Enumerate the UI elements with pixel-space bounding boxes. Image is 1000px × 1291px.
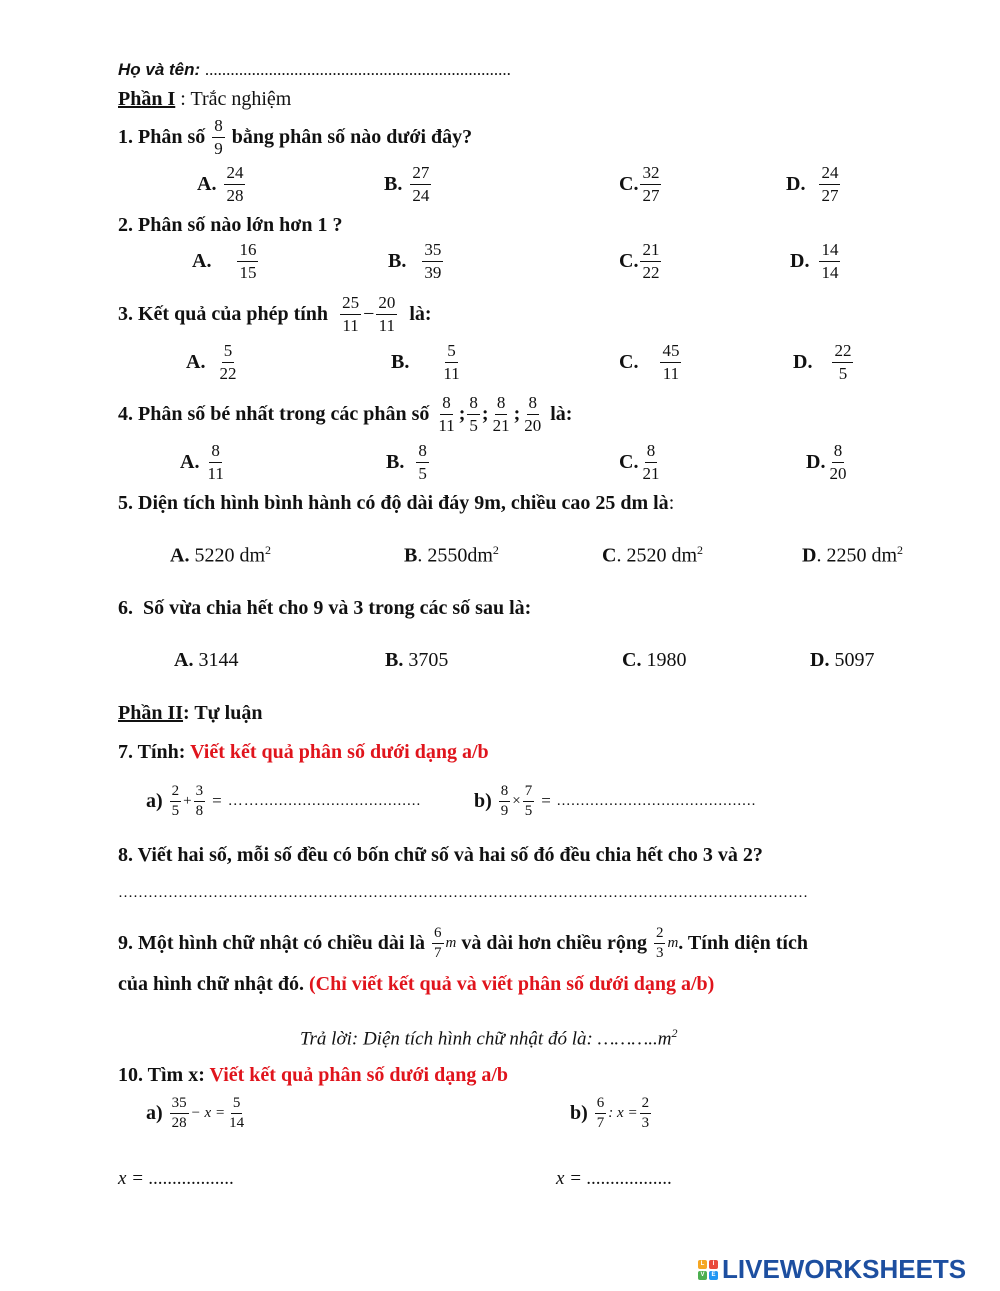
q1-option-b[interactable]: B. $\frac{27}{24}$ <box>384 163 430 205</box>
q3-option-b[interactable]: B. $\frac{5}{11}$ <box>391 341 460 383</box>
q10-a-answer[interactable]: x = .................. <box>118 1168 235 1189</box>
q5-option-a[interactable]: A. 5220 $dm^2$ <box>170 543 272 567</box>
liveworksheets-logo[interactable] <box>698 1254 966 1285</box>
name-field <box>118 60 511 80</box>
q1-fraction: $\frac{8}{9}$ <box>214 115 223 158</box>
q1-question: 1. Phân số $\frac{8}{9}$ bằng phân số nào dưới đây? <box>118 115 473 158</box>
q6-option-b[interactable]: B. 3705 <box>385 649 449 671</box>
q4-option-d[interactable]: D. $\frac{8}{20}$ <box>806 441 847 483</box>
q1-option-a[interactable]: A. $\frac{24}{28}$ <box>197 163 244 205</box>
q8-answer-line[interactable]: ………………………………………………………………………………………………………………………… <box>118 885 808 901</box>
q7-a-answer[interactable]: …….................................. <box>227 792 422 809</box>
q5-option-c[interactable]: C. 2520 $dm^2$ <box>602 543 704 567</box>
q6-option-c[interactable]: C. 1980 <box>622 649 687 671</box>
q10-question: 10. Tìm x: Viết kết quả phân số dưới dạng a/b <box>118 1064 509 1086</box>
q10-b-answer[interactable]: x = .................. <box>556 1168 673 1189</box>
name-dots: ........................................................................ <box>204 60 511 79</box>
logo-blocks-icon: L I V E <box>698 1260 718 1280</box>
q9-question-line2: của hình chữ nhật đó. (Chỉ viết kết quả và viết phân số dưới dạng a/b) <box>118 973 715 995</box>
q4-option-a[interactable]: A. $\frac{8}{11}$ <box>180 441 224 483</box>
name-label: Họ và tên: <box>118 60 205 79</box>
logo-text: LIVEWORKSHEETS <box>722 1254 967 1284</box>
part2-title: Phần II: Tự luận <box>118 702 263 724</box>
q6-option-a[interactable]: A. 3144 <box>174 649 239 671</box>
q3-option-d[interactable]: D. $\frac{22}{5}$ <box>793 341 852 383</box>
q9-answer[interactable]: Trả lời: Diện tích hình chữ nhật đó là: $\dots\dots\dots..m^2$ <box>300 1026 678 1050</box>
part1-title: Phần I : Trắc nghiệm <box>118 88 292 110</box>
q3-option-a[interactable]: A. $\frac{5}{22}$ <box>186 341 237 383</box>
q3-option-c[interactable]: C. $\frac{45}{11}$ <box>619 341 680 383</box>
q7-question: 7. Tính: Viết kết quả phân số dưới dạng a/b <box>118 741 489 763</box>
q2-option-d[interactable]: D. $\frac{14}{14}$ <box>790 240 839 282</box>
q6-question: 6. Số vừa chia hết cho 9 và 3 trong các số sau là: <box>118 597 532 619</box>
q5-option-d[interactable]: D. 2250 $dm^2$ <box>802 543 904 567</box>
q7-b-answer[interactable]: .......................................... <box>556 792 757 809</box>
q4-question: 4. Phân số bé nhất trong các phân số $\frac{8}{11}$ ; $\frac{8}{5}$ ; $\frac{8}{21}$ ; $\frac{8}{20}$ là: <box>118 392 573 435</box>
q7-part-a: a) $\frac{2}{5}$ + $\frac{3}{8}$ = …….................................. <box>146 782 422 819</box>
q3-question: 3. Kết quả của phép tính $\frac{25}{11}$ − $\frac{20}{11}$ là: <box>118 292 432 335</box>
q5-question: 5. Diện tích hình bình hành có độ dài đáy 9m, chiều cao 25 dm là: <box>118 492 675 514</box>
q5-option-b[interactable]: B. $2550dm^2$ <box>404 543 499 567</box>
q1-option-d[interactable]: D. $\frac{24}{27}$ <box>786 163 839 205</box>
q10-part-a: a) $\frac{35}{28}$ − x = $\frac{5}{14}$ <box>146 1094 245 1131</box>
q6-option-d[interactable]: D. 5097 <box>810 649 875 671</box>
q9-question-line1: 9. Một hình chữ nhật có chiều dài là $\frac{6}{7}$ m và dài hơn chiều rộng $\frac{2}{3}$ m . Tính diện tích <box>118 924 808 961</box>
q4-option-c[interactable]: C. $\frac{8}{21}$ <box>619 441 660 483</box>
q8-question: 8. Viết hai số, mỗi số đều có bốn chữ số và hai số đó đều chia hết cho 3 và 2? <box>118 844 763 866</box>
q2-option-a[interactable]: A. $\frac{16}{15}$ <box>192 240 257 282</box>
q2-option-c[interactable]: C. $\frac{21}{22}$ <box>619 240 660 282</box>
q4-option-b[interactable]: B. $\frac{8}{5}$ <box>386 441 427 483</box>
q2-option-b[interactable]: B. $\frac{35}{39}$ <box>388 240 442 282</box>
q2-question: 2. Phân số nào lớn hơn 1 ? <box>118 214 343 236</box>
q10-part-b: b) $\frac{6}{7}$ : x = $\frac{2}{3}$ <box>570 1094 650 1131</box>
q7-part-b: b) $\frac{8}{9}$ × $\frac{7}{5}$ = .......................................... <box>474 782 757 819</box>
q1-option-c[interactable]: C. $\frac{32}{27}$ <box>619 163 660 205</box>
